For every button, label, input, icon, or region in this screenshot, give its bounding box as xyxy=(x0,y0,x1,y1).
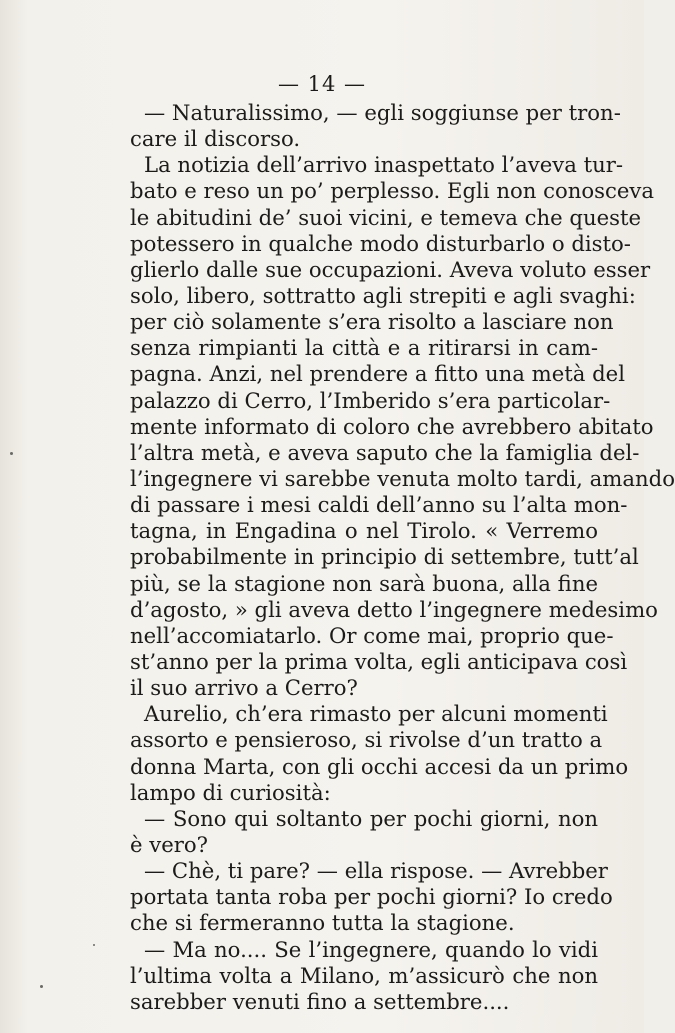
text-line: tagna, in Engadina o nel Tirolo. « Verremo xyxy=(130,518,598,544)
text-line: lampo di curiosità: xyxy=(130,779,331,805)
body-text xyxy=(130,100,675,1015)
ink-speck xyxy=(10,452,13,455)
text-line: più, se la stagione non sarà buona, alla fine xyxy=(130,570,598,596)
text-line: l’ultima volta a Milano, m’assicurò che non xyxy=(130,962,598,988)
text-line: è vero? xyxy=(130,831,209,857)
text-line: probabilmente in principio di settembre, tutt’al xyxy=(130,544,639,570)
text-line: La notizia dell’arrivo inaspettato l’aveva tur- xyxy=(144,152,624,178)
text-line: l’ingegnere vi sarebbe venuta molto tardi, amando xyxy=(130,465,675,491)
text-line: di passare i mesi caldi dell’anno su l’alta mon- xyxy=(130,492,628,518)
text-line: — Sono qui soltanto per pochi giorni, non xyxy=(144,805,598,831)
text-line: d’agosto, » gli aveva detto l’ingegnere medesimo xyxy=(130,596,658,622)
text-line: per ciò solamente s’era risolto a lasciare non xyxy=(130,309,614,335)
text-line: — Naturalissimo, — egli soggiunse per tron- xyxy=(144,100,621,125)
text-line: glierlo dalle sue occupazioni. Aveva voluto esser xyxy=(130,256,651,282)
text-line: potessero in qualche modo disturbarlo o disto- xyxy=(130,230,631,256)
ink-speck xyxy=(40,985,43,988)
text-line: — Ma no.... Se l’ingegnere, quando lo vidi xyxy=(144,936,598,962)
page-number: — 14 — xyxy=(277,72,367,96)
text-line: Aurelio, ch’era rimasto per alcuni momenti xyxy=(144,701,608,727)
text-line: bato e reso un po’ perplesso. Egli non conosceva xyxy=(130,178,655,204)
text-line: il suo arrivo a Cerro? xyxy=(130,675,358,701)
ink-speck xyxy=(93,944,95,946)
text-line: assorto e pensieroso, si rivolse d’un tratto a xyxy=(130,727,603,753)
text-line: mente informato di coloro che avrebbero abitato xyxy=(130,413,654,439)
text-line: st’anno per la prima volta, egli anticipava così xyxy=(130,648,628,674)
text-line: portata tanta roba per pochi giorni? Io credo xyxy=(130,884,613,910)
text-line: l’altra metà, e aveva saputo che la famiglia del- xyxy=(130,439,640,465)
text-line: palazzo di Cerro, l’Imberido s’era particolar- xyxy=(130,387,611,413)
text-line: nell’accomiatarlo. Or come mai, proprio que- xyxy=(130,622,614,648)
text-line: senza rimpianti la città e a ritirarsi in cam- xyxy=(130,335,598,361)
text-line: donna Marta, con gli occhi accesi da un primo xyxy=(130,753,629,779)
text-line: solo, libero, sottratto agli strepiti e agli svaghi: xyxy=(130,282,636,308)
text-line: pagna. Anzi, nel prendere a fitto una metà del xyxy=(130,361,625,387)
text-line: sarebber venuti fino a settembre.... xyxy=(130,988,510,1014)
text-line: care il discorso. xyxy=(130,126,301,152)
text-line: che si fermeranno tutta la stagione. xyxy=(130,910,515,936)
text-line: — Chè, ti pare? — ella rispose. — Avrebber xyxy=(144,858,608,884)
text-line: le abitudini de’ suoi vicini, e temeva che queste xyxy=(130,204,642,230)
